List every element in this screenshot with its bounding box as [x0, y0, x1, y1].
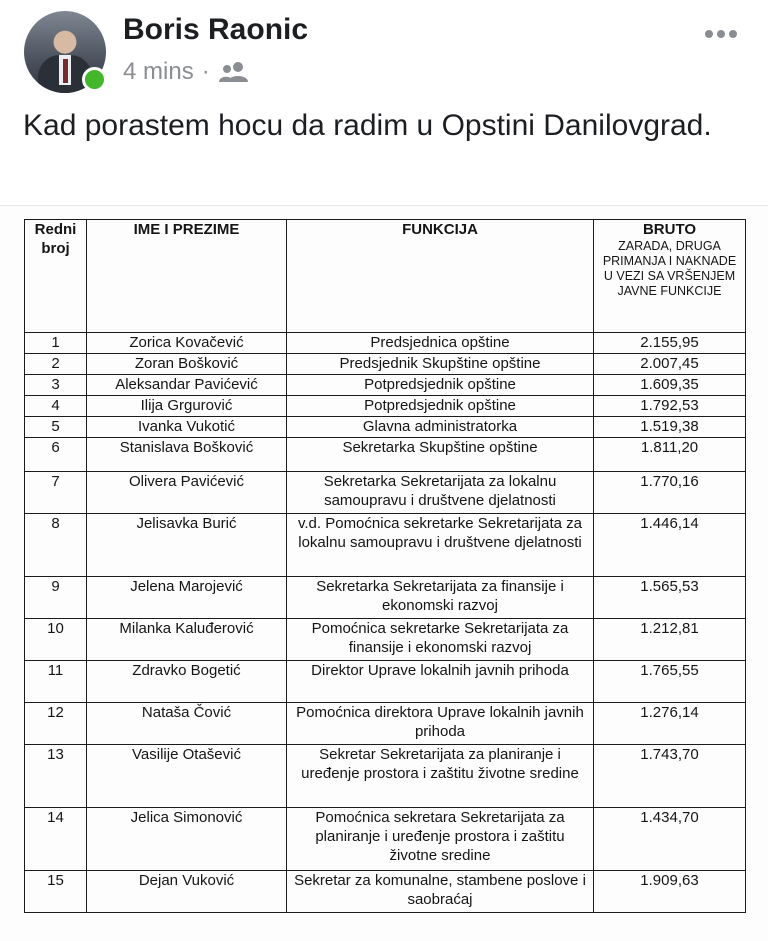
table-row: [25, 661, 746, 703]
cell-redni-broj: 5: [25, 417, 87, 438]
cell-bruto: 1.276,14: [594, 703, 746, 745]
cell-funkcija: Sekretar za komunalne, stambene poslove i saobraćaj: [287, 871, 594, 913]
cell-ime-prezime: Nataša Čović: [87, 703, 287, 745]
cell-redni-broj: 12: [25, 703, 87, 745]
table-row: [25, 703, 746, 745]
meta-separator: ·: [201, 58, 210, 85]
cell-redni-broj: 6: [25, 438, 87, 472]
cell-bruto: 1.909,63: [594, 871, 746, 913]
post-time[interactable]: 4 mins: [123, 58, 194, 85]
cell-funkcija: Potpredsjednik opštine: [287, 375, 594, 396]
cell-redni-broj: 8: [25, 514, 87, 577]
cell-funkcija: Sekretarka Skupštine opštine: [287, 438, 594, 472]
table-row: [25, 375, 746, 396]
cell-ime-prezime: Dejan Vuković: [87, 871, 287, 913]
online-status-icon: [82, 67, 107, 92]
friends-icon: [218, 61, 250, 83]
table-row: [25, 514, 746, 577]
cell-ime-prezime: Vasilije Otašević: [87, 745, 287, 808]
cell-ime-prezime: Ivanka Vukotić: [87, 417, 287, 438]
cell-ime-prezime: Ilija Grgurović: [87, 396, 287, 417]
header-bruto: [594, 220, 746, 333]
cell-bruto: 1.609,35: [594, 375, 746, 396]
post-header: [0, 0, 768, 95]
salary-table: [24, 219, 746, 913]
table-row: [25, 745, 746, 808]
cell-ime-prezime: Jelena Marojević: [87, 577, 287, 619]
post-meta: [123, 58, 250, 86]
cell-funkcija: Glavna administratorka: [287, 417, 594, 438]
cell-bruto: 1.434,70: [594, 808, 746, 871]
bruto-subtitle: ZARADA, DRUGA PRIMANJA I NAKNADE U VEZI SA VRŠENJEM JAVNE FUNKCIJE: [602, 239, 737, 298]
cell-redni-broj: 4: [25, 396, 87, 417]
header-ime-prezime: IME I PREZIME: [87, 220, 287, 333]
cell-bruto: 1.212,81: [594, 619, 746, 661]
cell-ime-prezime: Olivera Pavićević: [87, 472, 287, 514]
cell-redni-broj: 3: [25, 375, 87, 396]
table-row: [25, 438, 746, 472]
cell-funkcija: Predsjednik Skupštine opštine: [287, 354, 594, 375]
cell-bruto: 1.792,53: [594, 396, 746, 417]
table-header-row: [25, 220, 746, 333]
cell-bruto: 1.811,20: [594, 438, 746, 472]
cell-ime-prezime: Milanka Kaluđerović: [87, 619, 287, 661]
header-redni-broj: Redni broj: [25, 220, 87, 333]
cell-funkcija: Potpredsjednik opštine: [287, 396, 594, 417]
cell-bruto: 1.565,53: [594, 577, 746, 619]
table-row: [25, 396, 746, 417]
cell-funkcija: Direktor Uprave lokalnih javnih prihoda: [287, 661, 594, 703]
table-row: [25, 333, 746, 354]
cell-ime-prezime: Zdravko Bogetić: [87, 661, 287, 703]
more-options-icon[interactable]: [704, 20, 738, 40]
cell-funkcija: Predsjednica opštine: [287, 333, 594, 354]
cell-redni-broj: 13: [25, 745, 87, 808]
cell-ime-prezime: Zorica Kovačević: [87, 333, 287, 354]
attached-document-image[interactable]: [0, 205, 768, 941]
cell-redni-broj: 1: [25, 333, 87, 354]
cell-ime-prezime: Aleksandar Pavićević: [87, 375, 287, 396]
avatar-tie: [63, 59, 68, 83]
cell-funkcija: Sekretarka Sekretarijata za finansije i ekonomski razvoj: [287, 577, 594, 619]
cell-redni-broj: 7: [25, 472, 87, 514]
cell-funkcija: Pomoćnica direktora Uprave lokalnih javnih prihoda: [287, 703, 594, 745]
table-row: [25, 417, 746, 438]
cell-ime-prezime: Jelica Simonović: [87, 808, 287, 871]
table-row: [25, 577, 746, 619]
cell-redni-broj: 14: [25, 808, 87, 871]
cell-redni-broj: 9: [25, 577, 87, 619]
cell-ime-prezime: Stanislava Bošković: [87, 438, 287, 472]
cell-bruto: 2.007,45: [594, 354, 746, 375]
cell-funkcija: Sekretarka Sekretarijata za lokalnu samoupravu i društvene djelatnosti: [287, 472, 594, 514]
bruto-title: BRUTO: [642, 221, 697, 238]
table-row: [25, 472, 746, 514]
cell-funkcija: Sekretar Sekretarijata za planiranje i uređenje prostora i zaštitu životne sredine: [287, 745, 594, 808]
cell-redni-broj: 10: [25, 619, 87, 661]
cell-funkcija: Pomoćnica sekretara Sekretarijata za planiranje i uređenje prostora i zaštitu životne sredine: [287, 808, 594, 871]
table-row: [25, 808, 746, 871]
cell-ime-prezime: Jelisavka Burić: [87, 514, 287, 577]
cell-redni-broj: 2: [25, 354, 87, 375]
cell-funkcija: Pomoćnica sekretarke Sekretarijata za finansije i ekonomski razvoj: [287, 619, 594, 661]
cell-redni-broj: 11: [25, 661, 87, 703]
cell-redni-broj: 15: [25, 871, 87, 913]
cell-bruto: 1.765,55: [594, 661, 746, 703]
post-text: Kad porastem hocu da radim u Opstini Danilovgrad.: [23, 109, 712, 142]
cell-bruto: 1.770,16: [594, 472, 746, 514]
header-funkcija: FUNKCIJA: [287, 220, 594, 333]
cell-bruto: 2.155,95: [594, 333, 746, 354]
cell-bruto: 1.519,38: [594, 417, 746, 438]
cell-ime-prezime: Zoran Bošković: [87, 354, 287, 375]
table-row: [25, 619, 746, 661]
cell-bruto: 1.446,14: [594, 514, 746, 577]
cell-funkcija: v.d. Pomoćnica sekretarke Sekretarijata za lokalnu samoupravu i društvene djelatnosti: [287, 514, 594, 577]
author-name[interactable]: Boris Raonic: [123, 13, 309, 46]
table-row: [25, 354, 746, 375]
cell-bruto: 1.743,70: [594, 745, 746, 808]
table-row: [25, 871, 746, 913]
